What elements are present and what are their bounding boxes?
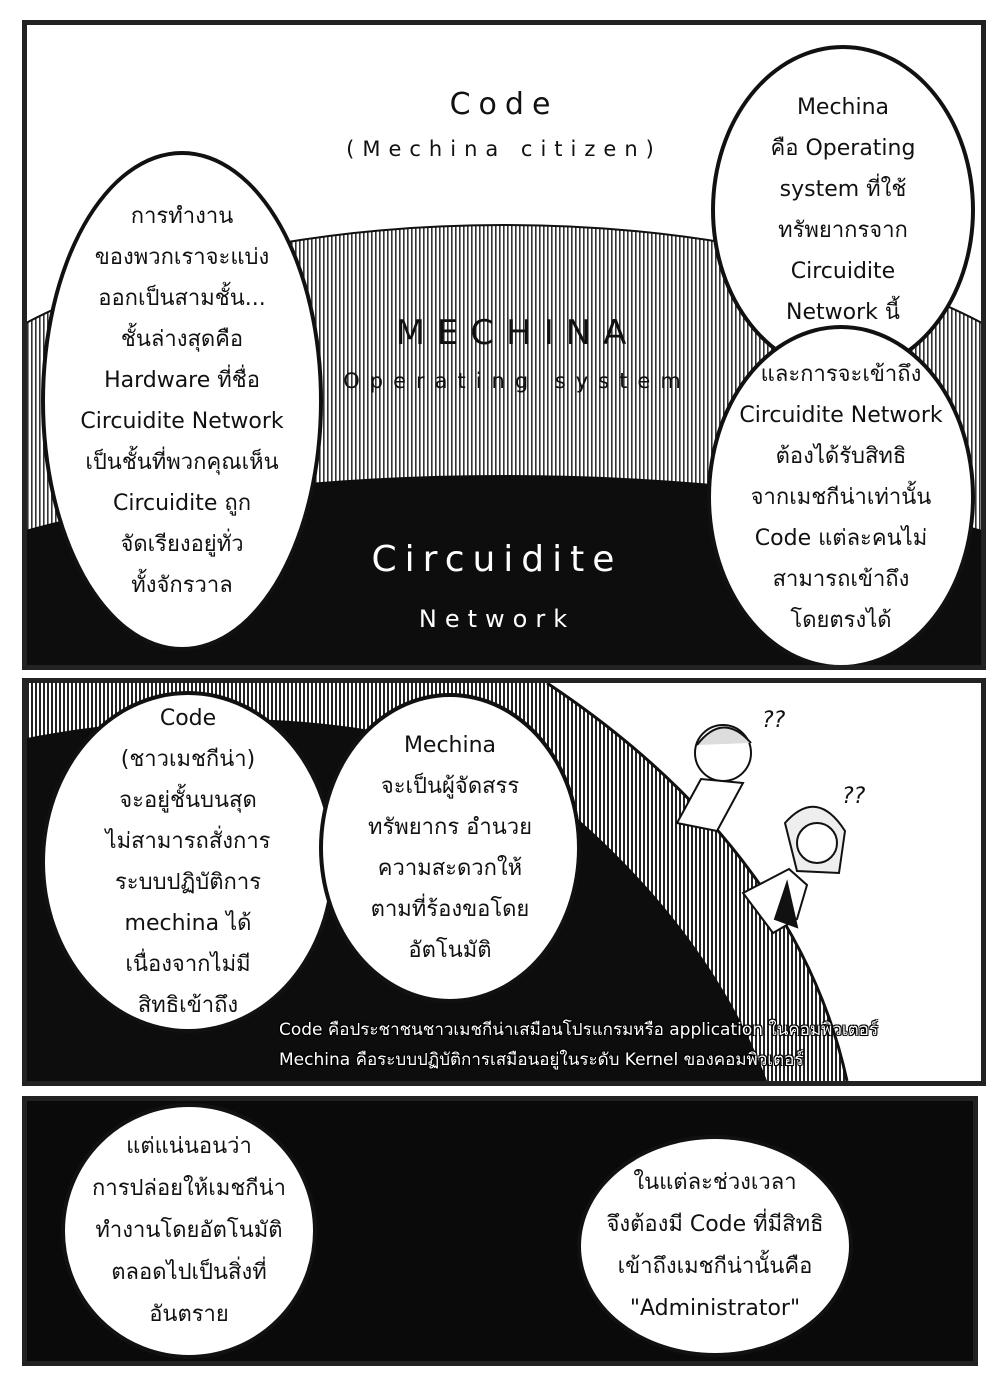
question-marks-2: ?? (842, 784, 866, 809)
panel-layers (22, 20, 986, 670)
circuidite-layer-sublabel: Network (418, 605, 576, 633)
circuidite-layer-label: Circuidite (371, 539, 623, 580)
code-layer-sublabel: (Mechina citizen) (346, 137, 662, 161)
chibi-character-1 (677, 725, 751, 831)
question-marks-1: ?? (762, 708, 786, 733)
speech-bubble-mechina-allocator: Mechina จะเป็นผู้จัดสรร ทรัพยากร อำนวย ความสะดวกให้ ตามที่ร้องขอโดย อัตโนมัติ (319, 693, 581, 1003)
footnote-line-1: Code คือประชาชนชาวเมชกีน่าเสมือนโปรแกรมหรือ application ในคอมพิวเตอร์ (279, 1020, 879, 1040)
mechina-layer-label: MECHINA (395, 313, 639, 353)
speech-bubble-layers-intro: การทำงาน ของพวกเราจะแบ่ง ออกเป็นสามชั้น... ชั้นล่างสุดคือ Hardware ที่ชื่อ Circuidite Network เป็นชั้นที่พวกคุณเห็น Circuidite ถูก จัดเรียงอยู่ทั่ว ทั้งจักรวาล (41, 151, 323, 651)
speech-bubble-danger: แต่แน่นอนว่า การปล่อยให้เมชกีน่า ทำงานโดยอัตโนมัติ ตลอดไปเป็นสิ่งที่ อันตราย (61, 1103, 317, 1359)
speech-bubble-administrator: ในแต่ละช่วงเวลา จึงต้องมี Code ที่มีสิทธิ เข้าถึงเมชกีน่านั้นคือ "Administrator" (577, 1135, 853, 1357)
chibi-character-2 (743, 807, 845, 933)
footnote-line-2: Mechina คือระบบปฏิบัติการเสมือนอยู่ในระดับ Kernel ของคอมพิวเตอร์ (279, 1050, 804, 1070)
code-layer-label: Code (449, 87, 559, 122)
speech-bubble-access-rights: และการจะเข้าถึง Circuidite Network ต้องได้รับสิทธิ จากเมชกีน่าเท่านั้น Code แต่ละคนไม่ สามารถเข้าถึง โดยตรงได้ (707, 325, 975, 669)
panel-administrator (22, 1096, 978, 1366)
mechina-layer-sublabel: Operating system (343, 369, 691, 393)
speech-bubble-code-citizens: Code (ชาวเมชกีน่า) จะอยู่ชั้นบนสุด ไม่สามารถสั่งการ ระบบปฏิบัติการ mechina ได้ เนื่องจากไม่มี สิทธิเข้าถึง (41, 691, 335, 1033)
speech-bubble-mechina-os: Mechina คือ Operating system ที่ใช้ ทรัพยากรจาก Circuidite Network นี้ (711, 45, 975, 375)
panel-roles (22, 678, 986, 1086)
